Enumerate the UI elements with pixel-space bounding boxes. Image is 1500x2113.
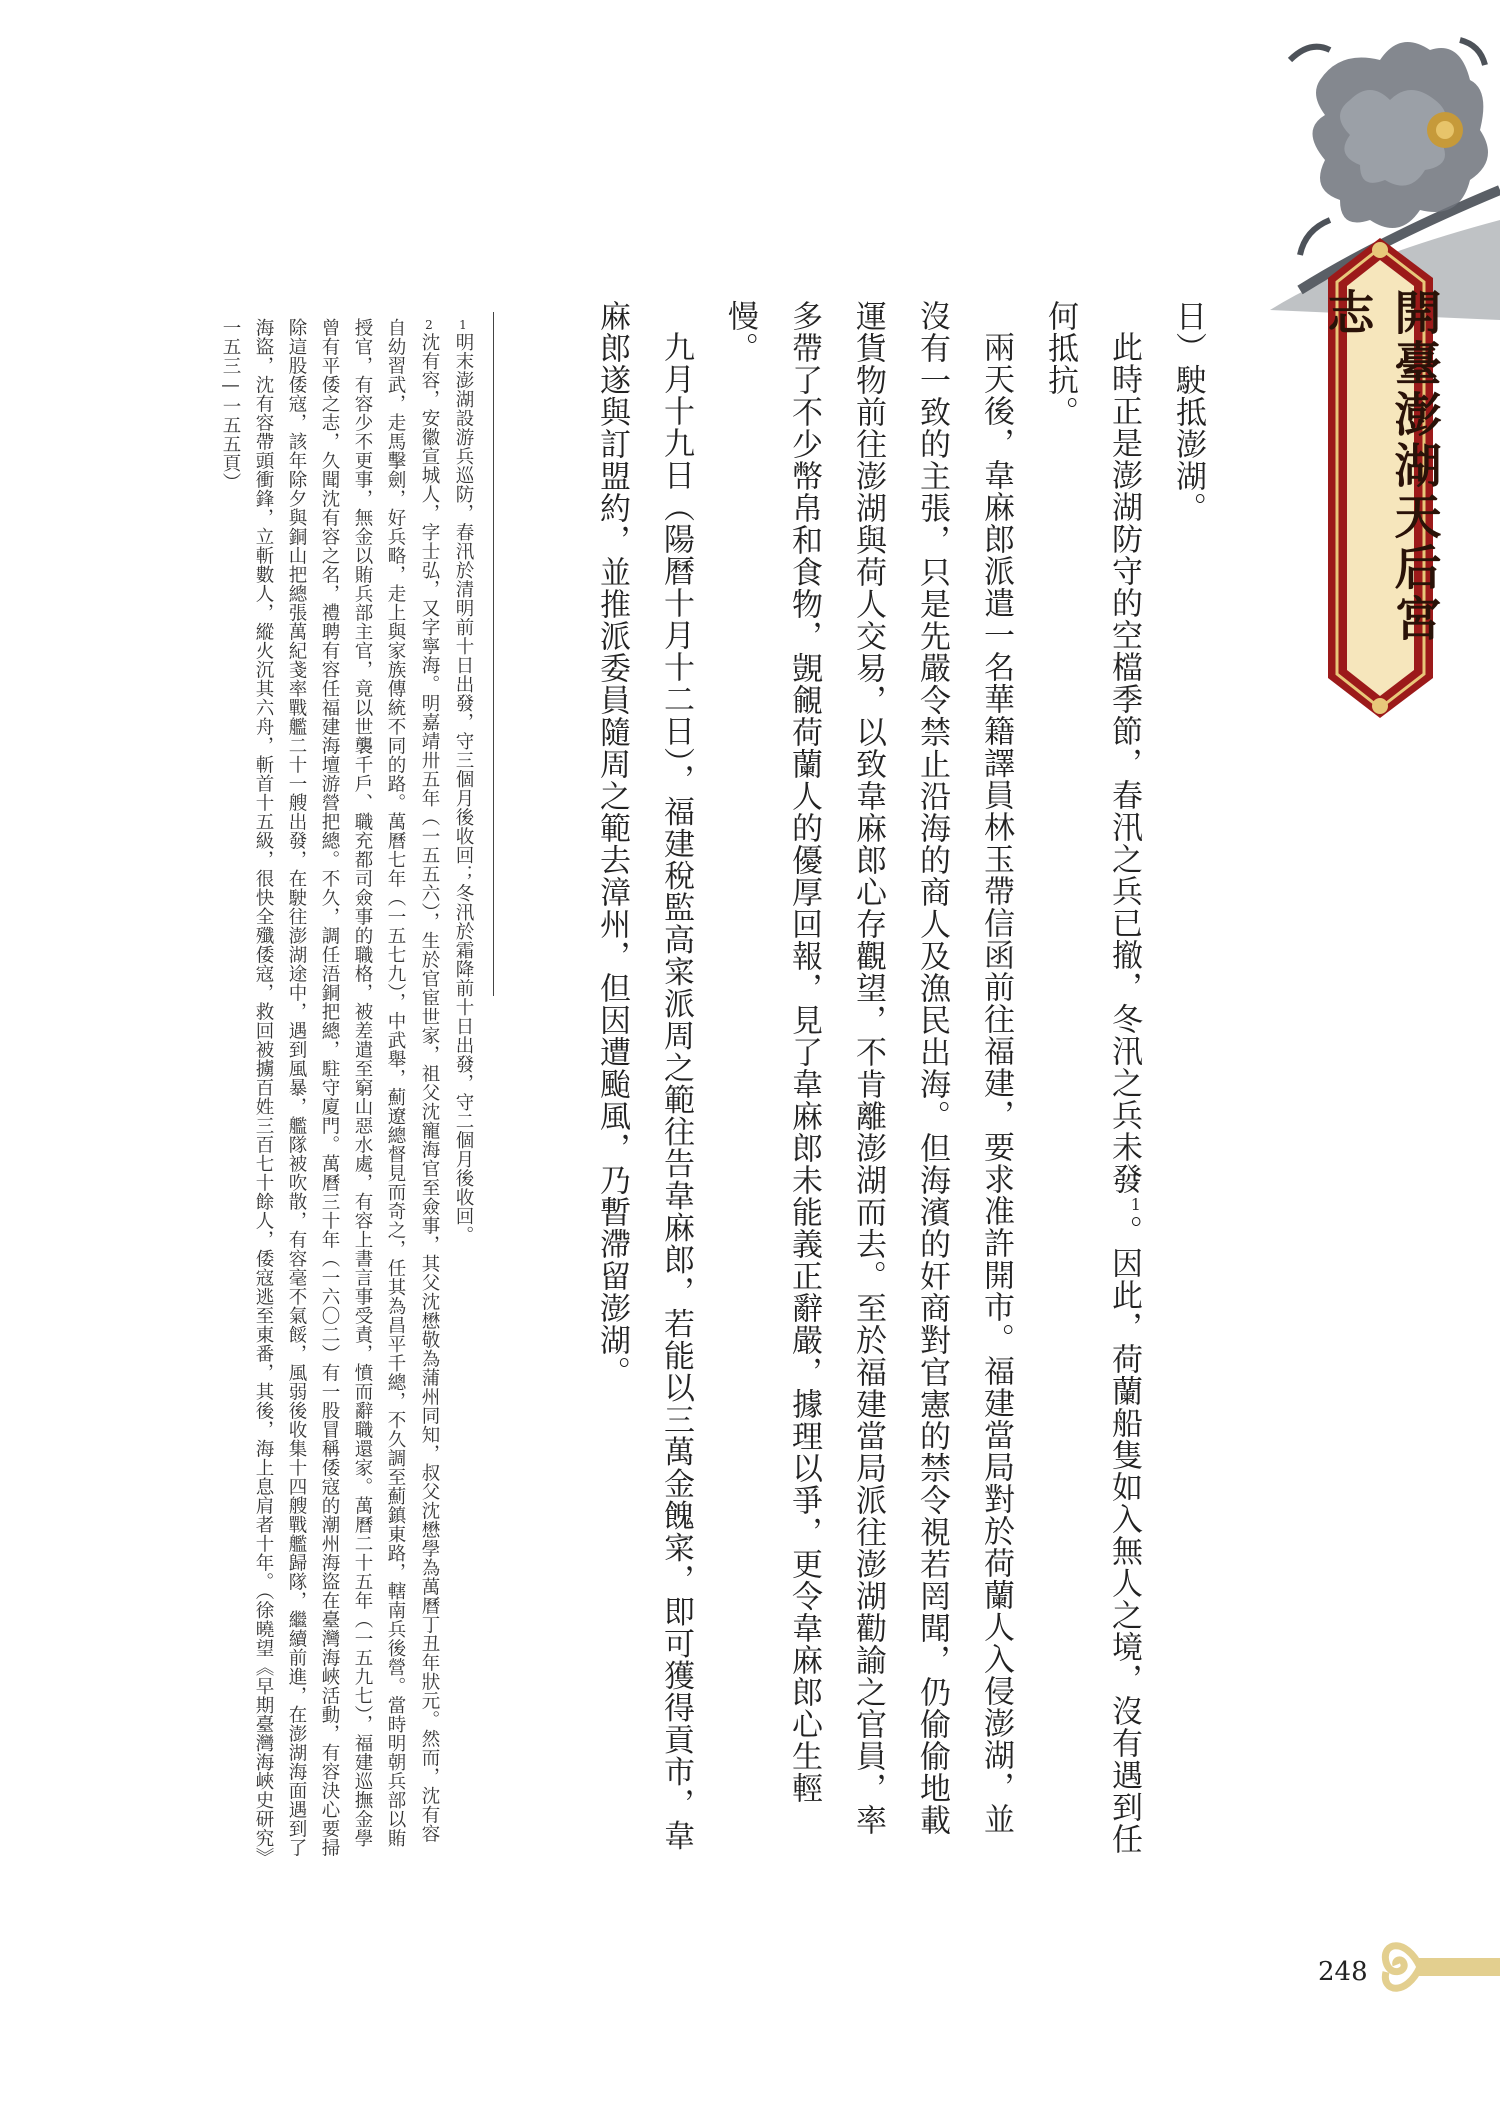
footnote-divider (493, 312, 494, 996)
paragraph-text: 九月十九日（陽曆十月十二日），福建稅監高寀派周之範往告韋麻郎，若能以三萬金餽寀，即可獲得貢市，韋麻郎遂與訂盟約，並推派委員隨周之範去漳州，但因遭颱風，乃暫滯留澎湖。 (594, 300, 694, 1852)
main-text (580, 300, 1220, 1860)
footnote-number: 1 (456, 318, 470, 333)
scroll-ornament-icon (1376, 1932, 1500, 2002)
footnote-text: 沈有容，安徽宣城人，字士弘，又字寧海。明嘉靖卅五年（一五五六），生於官宦世家，祖父沈寵海官至僉事，其父沈懋敬為蒲州同知，叔父沈懋學為萬曆丁丑年狀元。然而，沈有容自幼習武，走馬擊劍，好兵略，走上與家族傳統不同的路。萬曆七年（一五七九），中武舉，薊遼總督見而奇之，任其為昌平千總，不久調至薊鎮東路，轄南兵後營。當時明朝兵部以賄授官，有容少不更事，無金以賄兵部主官，竟以世襲千戶、職充都司僉事的職格，被差遣至窮山惡水處，有容上書言事受責，憤而辭職還家。萬曆二十五年（一五九七），福建巡撫金學曾有平倭之志，久聞沈有容之名，禮聘有容任福建海壇游營把總。不久，調任浯銅把總，駐守廈門。萬曆三十年（一六〇二）有一股冒稱倭寇的潮州海盜在臺灣海峽活動，有容決心要掃除這股倭寇，該年除夕與銅山把總張萬紀戔率戰艦二十一艘出發，在駛往澎湖途中，遇到風暴，艦隊被吹散，有容毫不氣餒，風弱後收集十四艘戰艦歸隊，繼續前進，在澎湖海面遇到了海盜，沈有容帶頭衝鋒，立斬數人，縱火沉其六舟，斬首十五級，很快全殲倭寇，救回被擄百姓三百七十餘人，倭寇逃至東番，其後，海上息肩者十年。（徐曉望《早期臺灣海峽史研究》一五三—一五五頁） (220, 318, 440, 1858)
footnote-ref[interactable]: 1 (1126, 1195, 1146, 1215)
paragraph (1156, 300, 1220, 1860)
footnote (214, 318, 446, 1858)
paragraph (708, 300, 1028, 1860)
page-title: 開臺澎湖天后宮志 (1319, 288, 1442, 645)
footnote-text: 明末澎湖設游兵巡防，春汛於清明前十日出發，守三個月後收回；冬汛於霜降前十日出發，守二個月後收回。 (453, 332, 474, 1245)
paragraph-text: 日）駛抵澎湖。 (1170, 300, 1206, 524)
page-number: 248 (1318, 1957, 1368, 1987)
footnote-number: 2 (422, 318, 436, 333)
paragraph-text: 兩天後，韋麻郎派遣一名華籍譯員林玉帶信函前往福建，要求准許開市。福建當局對於荷蘭人入侵澎湖，並沒有一致的主張，只是先嚴令禁止沿海的商人及漁民出海。但海濱的奸商對官憲的禁令視若罔聞，仍偷偷地載運貨物前往澎湖與荷人交易，以致韋麻郎心存觀望，不肯離澎湖而去。至於福建當局派往澎湖勸諭之官員，率多帶了不少幣帛和食物，覬覦荷蘭人的優厚回報，見了韋麻郎未能義正辭嚴，據理以爭，更令韋麻郎心生輕慢。 (722, 300, 1014, 1836)
paragraph (1028, 300, 1156, 1860)
paragraph-text: 。因此，荷蘭船隻如入無人之境，沒有遇到任何抵抗。 (1042, 300, 1142, 1855)
footnotes (150, 318, 480, 1858)
footnote (446, 318, 480, 1858)
paragraph-text: 此時正是澎湖防守的空檔季節，春汛之兵已撤，冬汛之兵未發 (1106, 331, 1142, 1195)
paragraph (580, 300, 708, 1860)
title-banner (1319, 238, 1442, 718)
